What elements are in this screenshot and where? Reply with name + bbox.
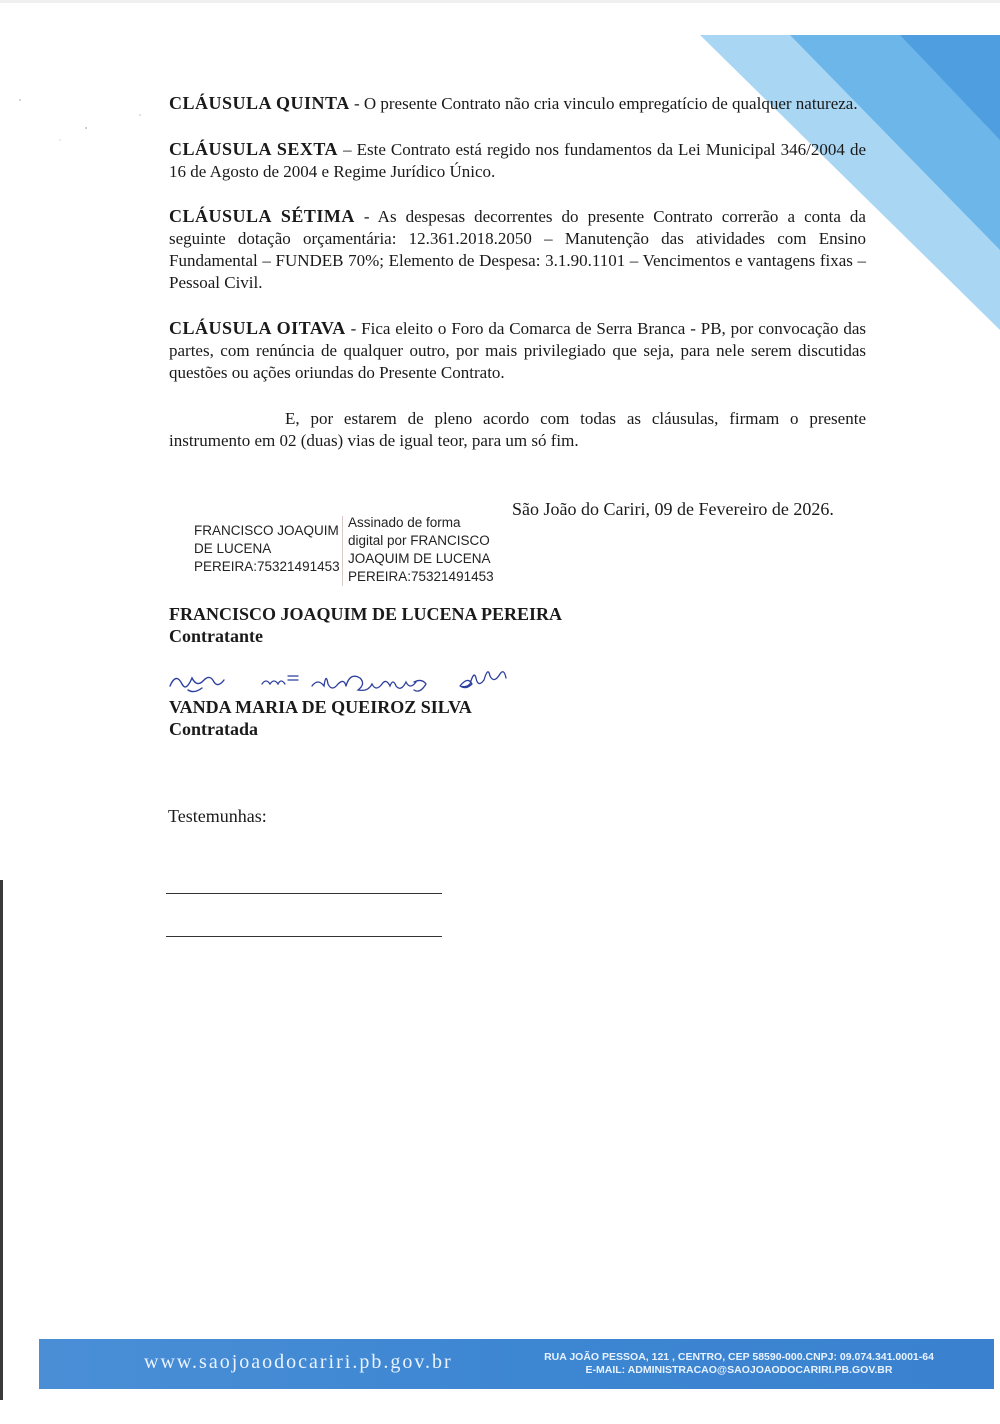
- contratante-role: Contratante: [169, 626, 263, 646]
- date-line: São João do Cariri, 09 de Fevereiro de 2026.: [512, 499, 834, 519]
- clause-setima-text: - As despesas decorrentes do presente Contrato correrão a conta da seguinte dotação orçamentária: 12.361.2018.2050 – Manutenção das atividades com Ensino Fundamental – FUNDEB 70%; Elemento de Despesa: 3.1.90.1101 – Vencimentos e vantagens fixas – Pessoal Civil.: [169, 207, 866, 292]
- clause-oitava-text: - Fica eleito o Foro da Comarca de Serra Branca - PB, por convocação das partes, com renúncia de qualquer outro, por mais privilegiado que seja, para nele serem discutidas questões ou ações oriundas do Presente Contrato.: [169, 319, 867, 382]
- scan-left-edge: [0, 880, 3, 1400]
- digital-signature-name: FRANCISCO JOAQUIM DE LUCENA PEREIRA:75321491453: [194, 523, 340, 574]
- contratada-block: [169, 696, 472, 740]
- contratada-role: Contratada: [169, 719, 258, 739]
- witnesses-label: Testemunhas:: [168, 806, 267, 826]
- footer-email: E-MAIL: ADMINISTRACAO@SAOJOAODOCARIRI.PB.GOV.BR: [585, 1364, 893, 1376]
- clause-quinta-text: - O presente Contrato não cria vinculo empregatício de qualquer natureza.: [349, 94, 858, 113]
- clause-quinta-title: CLÁUSULA QUINTA: [169, 93, 350, 113]
- digital-signature-note: Assinado de forma digital por FRANCISCO JOAQUIM DE LUCENA PEREIRA:75321491453: [348, 515, 494, 584]
- clause-oitava-title: CLÁUSULA OITAVA: [169, 318, 346, 338]
- footer-address: [519, 1351, 959, 1377]
- digital-signature-separator: [342, 516, 343, 586]
- contratante-block: [169, 603, 562, 647]
- clause-sexta-title: CLÁUSULA SEXTA: [169, 139, 339, 159]
- clause-setima: [169, 205, 866, 294]
- witness-signature-line-1: [166, 893, 442, 894]
- digital-signature-stamp: [194, 514, 514, 592]
- contratada-name: VANDA MARIA DE QUEIROZ SILVA: [169, 697, 472, 717]
- contratante-name: FRANCISCO JOAQUIM DE LUCENA PEREIRA: [169, 604, 563, 624]
- witness-signature-line-2: [166, 936, 442, 937]
- clause-quinta: [169, 92, 866, 115]
- closing-paragraph: [169, 408, 866, 452]
- clause-sexta-text: – Este Contrato está regido nos fundamentos da Lei Municipal 346/2004 de 16 de Agosto de 2004 e Regime Jurídico Único.: [169, 140, 866, 181]
- scan-specks: [0, 80, 160, 160]
- clause-oitava: [169, 317, 866, 384]
- footer-website-link[interactable]: www.saojoaodocariri.pb.gov.br: [144, 1351, 453, 1373]
- footer-bar: [39, 1339, 994, 1389]
- closing-text: E, por estarem de pleno acordo com todas as cláusulas, firmam o presente instrumento em 02 (duas) vias de igual teor, para um só fim.: [169, 409, 866, 450]
- footer-address-line: RUA JOÃO PESSOA, 121 , CENTRO, CEP 58590-000.CNPJ: 09.074.341.0001-64: [544, 1351, 934, 1363]
- handwritten-signature: [164, 664, 524, 700]
- clause-setima-title: CLÁUSULA SÉTIMA: [169, 206, 355, 226]
- clause-sexta: [169, 138, 866, 183]
